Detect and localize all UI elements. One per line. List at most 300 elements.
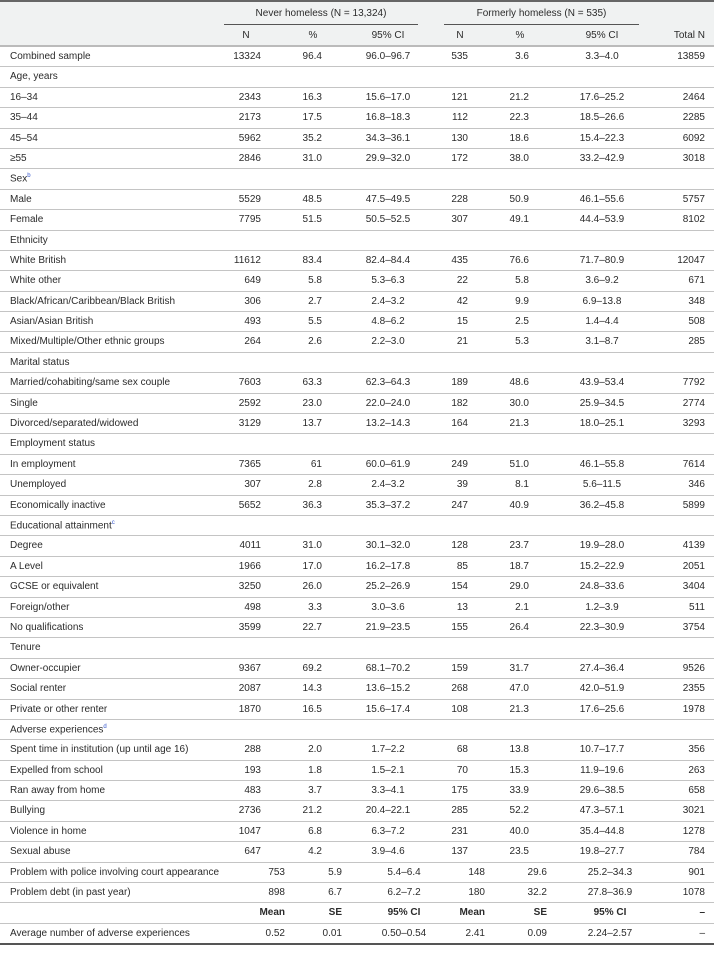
row-label (10, 275, 61, 286)
row-label-text: ≥55 (10, 152, 27, 164)
cell-formerly-ci: 25.2–34.3 (587, 866, 633, 878)
cell-never-n: 264 (244, 336, 261, 348)
cell-total-n: 356 (688, 744, 705, 756)
cell-never-pct: 2.8 (308, 479, 322, 491)
row-label (10, 71, 58, 82)
cell-formerly-n: 13 (456, 601, 468, 613)
table-row (0, 618, 714, 638)
cell-never-pct: 31.0 (302, 152, 322, 164)
cell-never-pct: 3.7 (308, 785, 322, 797)
cell-formerly-ci: 44.4–53.9 (579, 214, 625, 226)
cell-formerly-n: 189 (451, 377, 468, 389)
cell-formerly-pct: 23.5 (509, 846, 529, 858)
cell-never-n: 7603 (238, 377, 261, 389)
cell-formerly-pct: 2.1 (515, 601, 529, 613)
row-label (10, 887, 131, 898)
row-label (10, 173, 31, 184)
cell-never-ci: 16.8–18.3 (365, 112, 411, 124)
cell-formerly-n: 22 (456, 275, 468, 287)
cell-never-n: 2087 (238, 683, 261, 695)
cell-formerly-ci: 24.8–33.6 (579, 581, 625, 593)
row-label-text: Combined sample (10, 51, 91, 62)
cell-total-n: 13859 (677, 51, 705, 62)
row-label-text: White British (10, 254, 67, 266)
cell-never-n: 193 (244, 764, 261, 776)
cell-total-n: 8102 (682, 214, 705, 226)
cell-formerly-pct: 47.0 (509, 683, 529, 695)
row-label-text: Sexual abuse (10, 846, 71, 858)
cell-never-n: 2173 (238, 112, 261, 124)
table-row (0, 822, 714, 842)
cell-formerly-n: 155 (451, 621, 468, 633)
cell-total-n: 658 (688, 785, 705, 797)
row-label (10, 214, 43, 225)
cell-formerly-n: 85 (456, 560, 468, 572)
row-label (10, 663, 81, 674)
cell-never-ci: 2.2–3.0 (371, 336, 405, 348)
table-row (0, 292, 714, 312)
row-label (10, 296, 175, 307)
table-row (0, 801, 714, 821)
table-row (0, 414, 714, 434)
row-label-text: Degree (10, 540, 43, 552)
cell-total-n: 901 (688, 866, 705, 878)
cell-total-n: 4139 (682, 540, 705, 552)
cell-never-pct: 21.2 (302, 805, 322, 817)
cell-never-pct: 5.8 (308, 275, 322, 287)
cell-formerly-ci: 71.7–80.9 (579, 254, 625, 266)
cell-formerly-ci: 27.4–36.4 (579, 662, 625, 674)
cell-formerly-pct: 23.7 (509, 540, 529, 552)
row-label-text: 35–44 (10, 112, 38, 124)
cell-never-ci: 62.3–64.3 (365, 377, 411, 389)
row-label (10, 377, 170, 388)
divider (224, 24, 418, 25)
row-label-text: A Level (10, 560, 43, 572)
row-label (10, 683, 66, 694)
row-label-text: Violence in home (10, 825, 87, 837)
cell-never-pct: 35.2 (302, 132, 322, 144)
cell-never-pct: 13.7 (302, 418, 322, 430)
cell-formerly-n: 285 (451, 805, 468, 817)
cell-formerly-ci: 18.0–25.1 (579, 418, 625, 430)
cell-total-n: 508 (688, 316, 705, 328)
cell-total-n: 12047 (677, 254, 705, 266)
cell-formerly-n: 535 (451, 51, 468, 62)
cell-never-ci: 5.4–6.4 (387, 866, 421, 878)
cell-never-n: 493 (244, 316, 261, 328)
cell-total-n: 7614 (682, 458, 705, 470)
divider (444, 24, 639, 25)
cell-never-pct: 5.5 (308, 316, 322, 328)
cell-formerly-ci: 3.6–9.2 (585, 275, 619, 287)
cell-total-n: 3293 (682, 418, 705, 430)
cell-formerly-pct: 22.3 (509, 112, 529, 124)
row-label (10, 153, 27, 164)
cell-formerly-pct: 30.0 (509, 397, 529, 409)
cell-never-ci: 2.4–3.2 (371, 479, 405, 491)
section-row (0, 231, 714, 251)
row-label (10, 867, 219, 878)
cell-never-n: 2343 (238, 91, 261, 103)
cell-never-n: 288 (244, 744, 261, 756)
cell-formerly-pct: 15.3 (509, 764, 529, 776)
row-label-text: Expelled from school (10, 764, 103, 776)
table-row (0, 108, 714, 128)
cell-formerly-n: 268 (451, 683, 468, 695)
section-row (0, 434, 714, 454)
row-label (10, 438, 95, 449)
section-row (0, 638, 714, 658)
cell-never-ci: 60.0–61.9 (365, 458, 411, 470)
cell-never-n: 3599 (238, 621, 261, 633)
row-label (10, 846, 71, 857)
cell-never-n: 9367 (238, 662, 261, 674)
cell-total-n: 2285 (682, 112, 705, 124)
cell-formerly-ci: 2.24–2.57 (587, 927, 633, 939)
cell-formerly-pct: 31.7 (509, 662, 529, 674)
group-formerly-homeless: Formerly homeless (N = 535) (476, 8, 607, 19)
cell-formerly-n: 130 (451, 132, 468, 144)
cell-formerly-pct: 9.9 (515, 295, 529, 307)
col-header-n: N (242, 30, 250, 41)
row-label-text: Owner-occupier (10, 662, 81, 674)
cell-formerly-pct: 40.0 (509, 825, 529, 837)
footnote-marker: c (111, 519, 115, 526)
cell-never-ci: 29.9–32.0 (365, 152, 411, 164)
cell-never-n: 1870 (238, 703, 261, 715)
cell-total-n: 9526 (682, 662, 705, 674)
cell-formerly-n: 180 (468, 887, 485, 899)
table-row (0, 475, 714, 495)
cell-formerly-n: 172 (451, 152, 468, 164)
row-label-text: Sex (10, 173, 28, 185)
col-header-ci: 95% CI (371, 30, 405, 41)
cell-formerly-pct: 21.2 (509, 91, 529, 103)
cell-formerly-pct: 29.0 (509, 581, 529, 593)
cell-formerly-n: 435 (451, 254, 468, 266)
cell-formerly-ci: 3.1–8.7 (585, 336, 619, 348)
row-label (10, 826, 87, 837)
row-label (10, 540, 43, 551)
cell-never-ci: 34.3–36.1 (365, 132, 411, 144)
cell-never-ci: 25.2–26.9 (365, 581, 411, 593)
cell-total-n: 3021 (682, 805, 705, 817)
cell-formerly-n: 112 (452, 112, 468, 124)
cell-formerly-n: 247 (451, 499, 468, 511)
table-row (0, 496, 714, 516)
cell-never-pct: 51.5 (302, 214, 322, 226)
cell-formerly-ci: 10.7–17.7 (579, 744, 625, 756)
cell-never-n: 2592 (238, 397, 261, 409)
cell-never-ci: 30.1–32.0 (365, 540, 411, 552)
cell-never-n: 5962 (238, 132, 261, 144)
cell-formerly-ci: 19.9–28.0 (579, 540, 625, 552)
cell-formerly-ci: 27.8–36.9 (587, 887, 633, 899)
cell-formerly-pct: 29.6 (527, 866, 547, 878)
cell-formerly-ci: 11.9–19.6 (580, 764, 624, 776)
cell-formerly-ci: 3.3–4.0 (585, 51, 619, 62)
row-label (10, 642, 41, 653)
cell-formerly-pct: 50.9 (509, 193, 529, 205)
cell-total-n: 5899 (682, 499, 705, 511)
cell-never-n: 13324 (233, 51, 261, 62)
row-label (10, 581, 98, 592)
table-row (0, 700, 714, 720)
table-row (0, 863, 714, 883)
cell-never-ci: 2.4–3.2 (371, 295, 405, 307)
row-label-text: Tenure (10, 642, 41, 654)
row-label (10, 418, 138, 429)
cell-never-n: 5652 (238, 499, 261, 511)
row-label-text: No qualifications (10, 621, 84, 633)
cell-never-ci: 1.5–2.1 (371, 764, 405, 776)
row-label-text: In employment (10, 458, 76, 470)
cell-formerly-n: Mean (459, 907, 485, 919)
cell-never-n: 2736 (238, 805, 261, 817)
cell-total-n: 285 (688, 336, 705, 348)
table-row (0, 761, 714, 781)
cell-formerly-pct: 21.3 (509, 703, 529, 715)
cell-formerly-n: 108 (451, 703, 468, 715)
cell-formerly-ci: 15.2–22.9 (579, 560, 625, 572)
col-header-ci: 95% CI (585, 30, 619, 41)
row-label (10, 520, 115, 531)
cell-never-pct: 6.7 (328, 887, 342, 899)
cell-never-pct: 63.3 (302, 377, 322, 389)
cell-formerly-ci: 43.9–53.4 (579, 377, 625, 389)
row-label (10, 479, 66, 490)
section-row (0, 67, 714, 87)
cell-never-pct: 96.4 (302, 51, 322, 62)
cell-formerly-ci: 42.0–51.9 (579, 683, 625, 695)
row-label-text: Marital status (10, 356, 70, 368)
cell-never-pct: 69.2 (302, 662, 322, 674)
cell-formerly-n: 137 (451, 846, 468, 858)
cell-formerly-pct: 51.0 (509, 458, 529, 470)
cell-never-ci: 6.3–7.2 (371, 825, 405, 837)
cell-never-ci: 5.3–6.3 (371, 275, 405, 287)
cell-formerly-ci: 46.1–55.6 (579, 193, 625, 205)
table-row (0, 924, 714, 945)
row-label-text: Social renter (10, 683, 67, 695)
row-label (10, 561, 43, 572)
cell-never-pct: 3.3 (308, 601, 322, 613)
cell-never-pct: 23.0 (302, 397, 322, 409)
row-label (10, 316, 93, 327)
cell-formerly-pct: 5.3 (515, 336, 529, 348)
cell-formerly-ci: 5.6–11.5 (582, 479, 622, 491)
table-row (0, 88, 714, 108)
row-label-text: Economically inactive (10, 499, 106, 511)
cell-formerly-pct: 48.6 (509, 377, 529, 389)
table-row (0, 883, 714, 903)
cell-formerly-pct: 21.3 (509, 418, 529, 430)
cell-never-n: 7795 (238, 214, 261, 226)
cell-never-pct: 22.7 (302, 621, 322, 633)
cell-never-pct: 4.2 (308, 846, 322, 858)
cell-formerly-ci: 36.2–45.8 (579, 499, 625, 511)
col-header-total-n: Total N (673, 30, 705, 41)
cell-total-n: 1978 (682, 703, 705, 715)
table-row (0, 271, 714, 291)
cell-never-n: 11612 (233, 254, 261, 266)
cell-never-pct: 14.3 (302, 683, 322, 695)
row-label-text: Ran away from home (10, 785, 106, 797)
cell-formerly-pct: 49.1 (509, 214, 529, 226)
cell-never-n: 1047 (238, 825, 261, 837)
cell-never-pct: 17.5 (302, 112, 322, 124)
cell-never-n: 306 (244, 295, 261, 307)
row-label (10, 928, 190, 939)
cell-formerly-n: 121 (451, 91, 468, 103)
cell-never-pct: 36.3 (302, 499, 322, 511)
cell-total-n: 6092 (682, 132, 705, 144)
row-label (10, 357, 69, 368)
cell-formerly-n: 175 (451, 785, 468, 797)
table-row (0, 740, 714, 760)
cell-formerly-pct: 3.6 (515, 51, 529, 62)
cell-total-n: 511 (689, 601, 705, 613)
row-label-text: Asian/Asian British (10, 316, 94, 328)
row-label-text: Spent time in institution (up until age 16) (10, 744, 189, 756)
cell-formerly-n: 148 (468, 866, 485, 878)
row-label-text: GCSE or equivalent (10, 581, 99, 593)
cell-formerly-n: 249 (451, 458, 468, 470)
row-label-text: Problem debt (in past year) (10, 887, 131, 899)
cell-never-n: Mean (259, 907, 285, 919)
cell-formerly-pct: 40.9 (509, 499, 529, 511)
cell-never-pct: 31.0 (302, 540, 322, 552)
cell-never-pct: 16.5 (302, 703, 322, 715)
cell-formerly-ci: 35.4–44.8 (579, 825, 625, 837)
cell-total-n: 263 (688, 764, 705, 776)
cell-total-n: 1278 (682, 825, 705, 837)
cell-never-ci: 3.0–3.6 (371, 601, 405, 613)
cell-total-n: 348 (688, 295, 705, 307)
cell-never-ci: 3.9–4.6 (371, 846, 405, 858)
cell-total-n: 2774 (682, 397, 705, 409)
row-label (10, 194, 32, 205)
cell-never-pct: 26.0 (302, 581, 322, 593)
row-label-text: Educational attainment (10, 520, 112, 532)
cell-never-n: 5529 (238, 193, 261, 205)
cell-total-n: 346 (688, 479, 705, 491)
table-row (0, 679, 714, 699)
cell-formerly-ci: 25.9–34.5 (579, 397, 625, 409)
cell-formerly-n: 42 (456, 295, 468, 307)
row-label (10, 133, 38, 144)
cell-never-pct: 2.7 (308, 295, 322, 307)
cell-never-pct: 6.8 (308, 825, 322, 837)
cell-formerly-ci: 1.4–4.4 (585, 316, 619, 328)
row-label (10, 724, 107, 735)
cell-total-n: 2464 (682, 91, 705, 103)
cell-never-ci: 35.3–37.2 (365, 499, 411, 511)
cell-formerly-pct: 33.9 (509, 785, 529, 797)
cell-never-n: 647 (244, 846, 261, 858)
row-label (10, 744, 188, 755)
cell-total-n: 784 (688, 846, 705, 858)
cell-never-ci: 13.2–14.3 (365, 418, 411, 430)
cell-never-n: 7365 (238, 458, 261, 470)
row-label (10, 765, 103, 776)
col-header-pct: % (308, 30, 318, 41)
row-label-text: Private or other renter (10, 703, 108, 715)
cell-never-pct: 17.0 (302, 560, 322, 572)
table-header (0, 2, 714, 47)
table-row (0, 190, 714, 210)
row-label-text: Male (10, 193, 32, 205)
cell-never-ci: 15.6–17.0 (365, 91, 411, 103)
cell-never-pct: 5.9 (328, 866, 342, 878)
cell-formerly-ci: 15.4–22.3 (579, 132, 625, 144)
cell-never-ci: 22.0–24.0 (365, 397, 411, 409)
cell-formerly-n: 15 (456, 316, 468, 328)
row-label (10, 51, 91, 62)
table-row (0, 251, 714, 271)
cell-never-ci: 6.2–7.2 (387, 887, 421, 899)
cell-total-n: – (699, 927, 705, 939)
cell-formerly-ci: 19.8–27.7 (579, 846, 625, 858)
cell-total-n: 1078 (682, 887, 705, 899)
row-label (10, 500, 106, 511)
row-label-text: 45–54 (10, 132, 38, 144)
cell-formerly-n: 182 (451, 397, 468, 409)
cell-formerly-n: 2.41 (465, 927, 485, 939)
section-row (0, 516, 714, 536)
cell-formerly-pct: SE (533, 907, 547, 919)
cell-formerly-n: 307 (451, 214, 468, 226)
cell-formerly-ci: 17.6–25.6 (579, 703, 625, 715)
cell-formerly-pct: 76.6 (509, 254, 529, 266)
cell-never-ci: 4.8–6.2 (371, 316, 405, 328)
cell-formerly-pct: 2.5 (515, 316, 529, 328)
cell-never-n: 3129 (238, 418, 261, 430)
row-label (10, 785, 105, 796)
subheader-row (0, 903, 714, 923)
cell-formerly-pct: 0.09 (527, 927, 547, 939)
cell-formerly-ci: 33.2–42.9 (579, 152, 625, 164)
cell-never-n: 2846 (238, 152, 261, 164)
section-row (0, 353, 714, 373)
cell-formerly-ci: 46.1–55.8 (579, 458, 625, 470)
row-label-text: Adverse experiences (10, 724, 104, 736)
cell-total-n: – (699, 907, 705, 919)
row-label-text: White other (10, 275, 62, 287)
cell-never-n: 483 (244, 785, 261, 797)
cell-formerly-n: 231 (451, 825, 468, 837)
cell-formerly-pct: 5.8 (515, 275, 529, 287)
cell-total-n: 2355 (682, 683, 705, 695)
row-label-text: Married/cohabiting/same sex couple (10, 377, 171, 389)
cell-formerly-pct: 38.0 (509, 152, 529, 164)
cell-never-ci: 15.6–17.4 (365, 703, 411, 715)
row-label (10, 336, 165, 347)
row-label-text: Age, years (10, 71, 58, 83)
cell-formerly-pct: 18.7 (509, 560, 529, 572)
cell-formerly-n: 164 (451, 418, 468, 430)
cell-never-ci: 13.6–15.2 (365, 683, 411, 695)
cell-formerly-n: 159 (451, 662, 468, 674)
cell-formerly-pct: 32.2 (527, 887, 547, 899)
cell-formerly-n: 154 (451, 581, 468, 593)
cell-never-ci: 20.4–22.1 (365, 805, 411, 817)
cell-formerly-ci: 6.9–13.8 (582, 295, 622, 307)
cell-never-n: 649 (244, 275, 261, 287)
cell-formerly-ci: 47.3–57.1 (579, 805, 625, 817)
cell-formerly-pct: 18.6 (509, 132, 529, 144)
